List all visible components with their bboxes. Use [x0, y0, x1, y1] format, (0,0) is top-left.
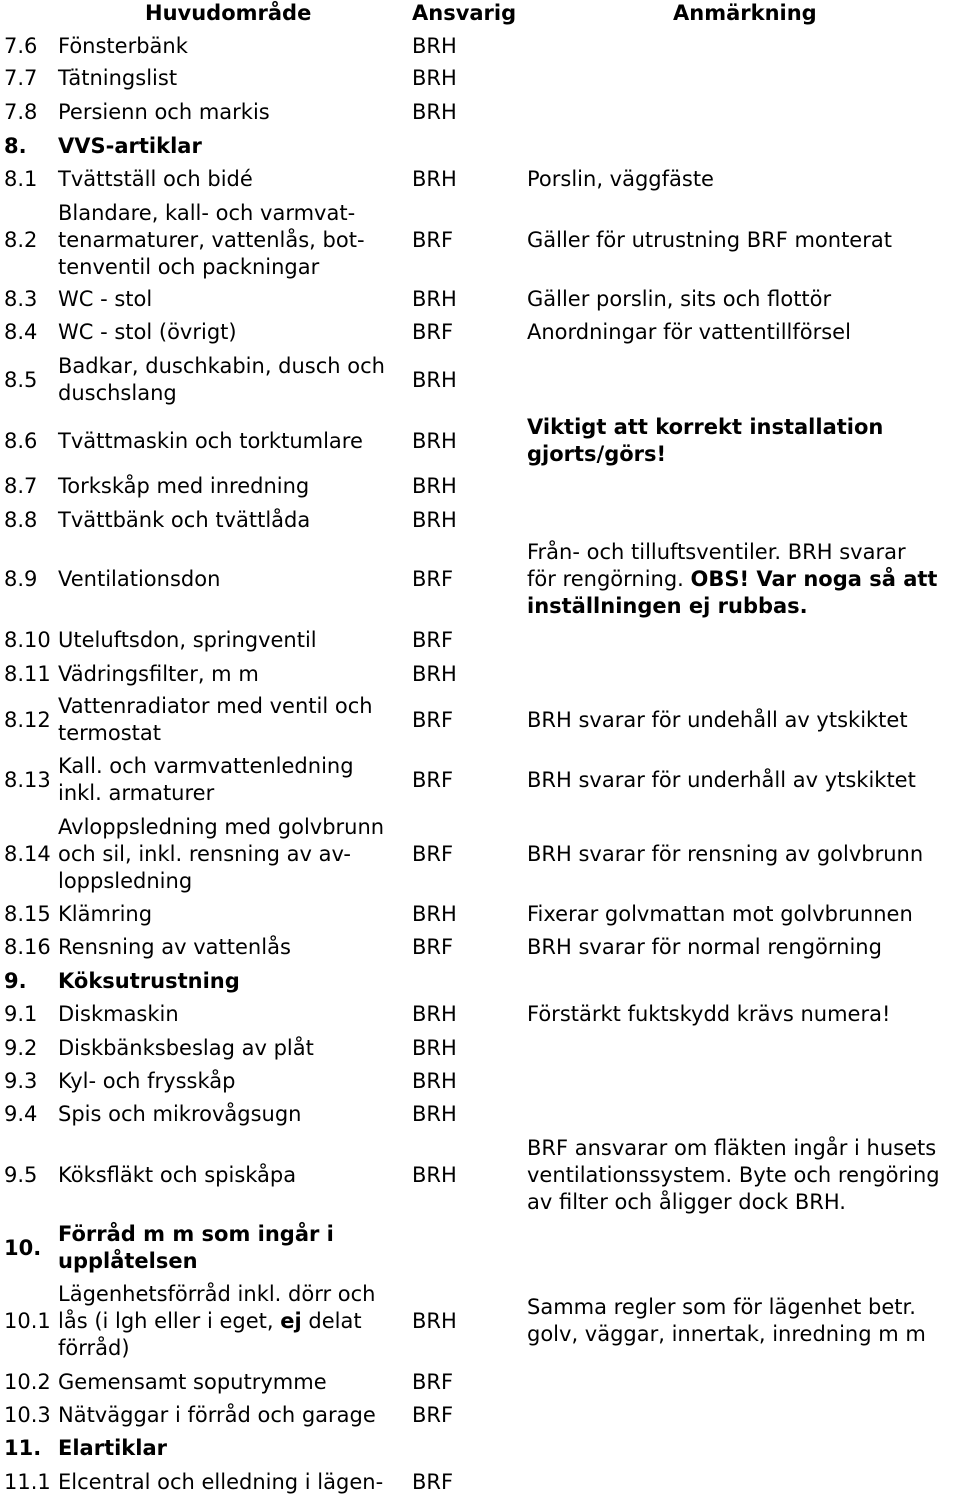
row-remark	[527, 1368, 960, 1396]
table-row	[0, 202, 960, 278]
area-text-part: Lägenhetsförråd inkl. dörr och lås (i lgh eller i eget,	[58, 1281, 376, 1333]
table-row	[0, 1221, 960, 1275]
row-number: 8.5	[4, 367, 38, 392]
row-remark: BRF ansvarar om fläkten ingår i husets ventilationssystem. Byte och rengöring av filter och åligger dock BRH.	[527, 1135, 940, 1214]
table-row	[0, 1468, 960, 1496]
table-row	[0, 318, 960, 346]
row-remark	[527, 1034, 960, 1062]
header-remark: Anmärkning	[673, 1, 817, 25]
row-remark	[527, 352, 960, 408]
row-main-area: Nätväggar i förråd och garage	[58, 1402, 376, 1427]
row-number: 8.14	[4, 841, 51, 866]
row-number: 9.4	[4, 1101, 38, 1126]
table-row	[0, 1067, 960, 1095]
row-main-area: Tvättbänk och tvättlåda	[58, 507, 311, 532]
table-row	[0, 1034, 960, 1062]
table-row	[0, 1434, 960, 1462]
row-responsible: BRH	[412, 367, 457, 392]
row-remark	[527, 32, 960, 60]
row-main-area: Gemensamt soputrymme	[58, 1369, 327, 1394]
table-row	[0, 32, 960, 60]
row-remark	[527, 967, 960, 995]
table-row	[0, 1100, 960, 1128]
row-responsible: BRH	[412, 1035, 457, 1060]
table-row	[0, 285, 960, 313]
table-row	[0, 813, 960, 895]
row-main-area: VVS-artiklar	[58, 133, 202, 158]
row-responsible: BRH	[412, 507, 457, 532]
row-number: 8.15	[4, 901, 51, 926]
row-responsible	[412, 1434, 522, 1462]
row-responsible: BRF	[412, 934, 454, 959]
table-row	[0, 98, 960, 126]
row-main-area: Klämring	[58, 901, 153, 926]
row-main-area: Ventilationsdon	[58, 566, 221, 591]
row-responsible: BRH	[412, 166, 457, 191]
row-responsible: BRF	[412, 707, 454, 732]
row-responsible: BRH	[412, 1162, 457, 1187]
row-number: 8.3	[4, 286, 38, 311]
row-responsible: BRH	[412, 1068, 457, 1093]
row-responsible: BRF	[412, 767, 454, 792]
table-row	[0, 165, 960, 193]
row-number: 8.10	[4, 627, 51, 652]
row-responsible: BRH	[412, 1101, 457, 1126]
row-main-area: Torkskåp med inredning	[58, 473, 310, 498]
row-remark	[527, 472, 960, 500]
row-remark: BRH svarar för underhåll av ytskiktet	[527, 767, 916, 792]
row-number: 8.13	[4, 767, 51, 792]
row-remark	[527, 1434, 960, 1462]
row-number: 10.1	[4, 1308, 51, 1333]
row-responsible: BRH	[412, 661, 457, 686]
table-row	[0, 933, 960, 961]
row-remark	[527, 1401, 960, 1429]
row-number: 9.2	[4, 1035, 38, 1060]
table-row	[0, 506, 960, 534]
row-main-area: Uteluftsdon, springventil	[58, 627, 317, 652]
remark-warning-text: OBS! Var noga så att inställningen ej rubbas.	[527, 566, 938, 618]
row-number: 9.	[4, 968, 27, 993]
row-main-area: Diskmaskin	[58, 1001, 179, 1026]
row-main-area: Spis och mikrovågsugn	[58, 1101, 302, 1126]
row-number: 10.3	[4, 1402, 51, 1427]
row-main-area: Persienn och markis	[58, 99, 270, 124]
row-remark: Viktigt att korrekt installation gjorts/görs!	[527, 415, 884, 466]
row-remark: BRH svarar för undehåll av ytskiktet	[527, 707, 908, 732]
table-row	[0, 538, 960, 620]
row-number: 9.1	[4, 1001, 38, 1026]
row-responsible: BRF	[412, 841, 454, 866]
table-row	[0, 1000, 960, 1028]
row-main-area: Förråd m m som ingår i upplåtelsen	[58, 1222, 334, 1273]
row-main-area: Elartiklar	[58, 1435, 167, 1460]
row-number: 8.12	[4, 707, 51, 732]
row-responsible: BRF	[412, 1469, 454, 1494]
row-number: 7.6	[4, 33, 38, 58]
row-number: 10.	[4, 1235, 42, 1260]
row-main-area: Fönsterbänk	[58, 33, 188, 58]
table-row	[0, 64, 960, 92]
row-number: 11.	[4, 1435, 42, 1460]
row-main-area: WC - stol (övrigt)	[58, 319, 237, 344]
row-responsible: BRH	[412, 286, 457, 311]
row-number: 8.1	[4, 166, 38, 191]
table-row	[0, 967, 960, 995]
table-row	[0, 753, 960, 807]
row-remark: Samma regler som för lägenhet betr. golv, väggar, innertak, inredning m m	[527, 1295, 926, 1346]
row-number: 8.6	[4, 428, 38, 453]
row-responsible: BRF	[412, 566, 454, 591]
row-main-area: Kyl- och frysskåp	[58, 1068, 236, 1093]
row-responsible: BRF	[412, 1369, 454, 1394]
row-number: 8.7	[4, 473, 38, 498]
row-main-area: Vattenradiator med ventil och termostat	[58, 694, 373, 745]
row-main-area: Diskbänksbeslag av plåt	[58, 1035, 314, 1060]
row-main-area: Tätningslist	[58, 65, 178, 90]
table-row	[0, 132, 960, 160]
row-main-area: Vädringsfilter, m m	[58, 661, 259, 686]
table-row	[0, 660, 960, 688]
row-remark: Förstärkt fuktskydd krävs numera!	[527, 1001, 891, 1026]
row-main-area: Avloppsledning med golvbrunn och sil, inkl. rensning av av- loppsledning	[58, 814, 385, 893]
row-remark	[527, 1468, 960, 1496]
row-responsible: BRF	[412, 319, 454, 344]
row-remark	[527, 132, 960, 160]
row-remark: Gäller för utrustning BRF monterat	[527, 227, 892, 252]
row-main-area: Köksutrustning	[58, 968, 240, 993]
table-row	[0, 693, 960, 747]
row-main-area: Badkar, duschkabin, dusch och duschslang	[58, 354, 385, 405]
table-row	[0, 900, 960, 928]
row-number: 8.11	[4, 661, 51, 686]
row-responsible	[412, 132, 522, 160]
row-remark	[527, 1067, 960, 1095]
row-responsible	[412, 1221, 522, 1275]
row-number: 11.1	[4, 1469, 51, 1494]
row-main-area	[58, 1280, 408, 1362]
row-main-area: Tvättmaskin och torktumlare	[58, 428, 363, 453]
row-number: 8.	[4, 133, 27, 158]
row-remark: Gäller porslin, sits och flottör	[527, 286, 832, 311]
table-row	[0, 1280, 960, 1362]
remark-text-part: Från- och tilluftsventiler. BRH svarar för rengörning.	[527, 539, 906, 591]
row-responsible: BRH	[412, 1308, 457, 1333]
header-main-area: Huvudområde	[145, 1, 312, 25]
table-row	[0, 352, 960, 408]
row-responsible: BRH	[412, 428, 457, 453]
row-number: 10.2	[4, 1369, 51, 1394]
emphasis-text: ej	[280, 1308, 302, 1333]
row-responsible: BRH	[412, 1001, 457, 1026]
row-responsible: BRF	[412, 627, 454, 652]
row-main-area: WC - stol	[58, 286, 153, 311]
row-responsible	[412, 967, 522, 995]
row-number: 8.9	[4, 566, 38, 591]
row-remark: Porslin, väggfäste	[527, 166, 714, 191]
row-number: 9.3	[4, 1068, 38, 1093]
table-row	[0, 413, 960, 469]
row-main-area: Kall. och varmvattenledning inkl. armaturer	[58, 754, 354, 805]
row-remark	[527, 1100, 960, 1128]
row-responsible: BRH	[412, 65, 457, 90]
table-row	[0, 1368, 960, 1396]
row-responsible: BRH	[412, 901, 457, 926]
row-number: 8.8	[4, 507, 38, 532]
row-main-area: Köksfläkt och spiskåpa	[58, 1162, 297, 1187]
row-main-area: Elcentral och elledning i lägen-	[58, 1469, 384, 1494]
row-number: 9.5	[4, 1162, 38, 1187]
row-remark	[527, 506, 960, 534]
row-responsible: BRF	[412, 227, 454, 252]
row-main-area: Blandare, kall- och varmvat- tenarmaturer, vattenlås, bot- tenventil och packningar	[58, 200, 365, 279]
row-number: 8.4	[4, 319, 38, 344]
row-remark	[527, 1221, 960, 1275]
row-remark: BRH svarar för normal rengörning	[527, 934, 882, 959]
row-remark: Anordningar för vattentillförsel	[527, 319, 851, 344]
row-responsible: BRF	[412, 1402, 454, 1427]
row-number: 8.2	[4, 227, 38, 252]
row-remark: Fixerar golvmattan mot golvbrunnen	[527, 901, 913, 926]
row-main-area: Rensning av vattenlås	[58, 934, 291, 959]
row-number: 8.16	[4, 934, 51, 959]
table-row	[0, 472, 960, 500]
row-remark	[527, 660, 960, 688]
row-number: 7.8	[4, 99, 38, 124]
row-responsible: BRH	[412, 99, 457, 124]
row-responsible: BRH	[412, 473, 457, 498]
table-row	[0, 1134, 960, 1216]
area-text-part: delat förråd)	[58, 1308, 362, 1360]
row-responsible: BRH	[412, 33, 457, 58]
table-row	[0, 626, 960, 654]
row-remark	[527, 538, 960, 620]
row-remark: BRH svarar för rensning av golvbrunn	[527, 841, 924, 866]
row-remark	[527, 64, 960, 92]
row-remark	[527, 626, 960, 654]
row-number: 7.7	[4, 65, 38, 90]
row-remark	[527, 98, 960, 126]
table-row	[0, 1401, 960, 1429]
row-main-area: Tvättställ och bidé	[58, 166, 253, 191]
header-responsible: Ansvarig	[412, 1, 517, 25]
